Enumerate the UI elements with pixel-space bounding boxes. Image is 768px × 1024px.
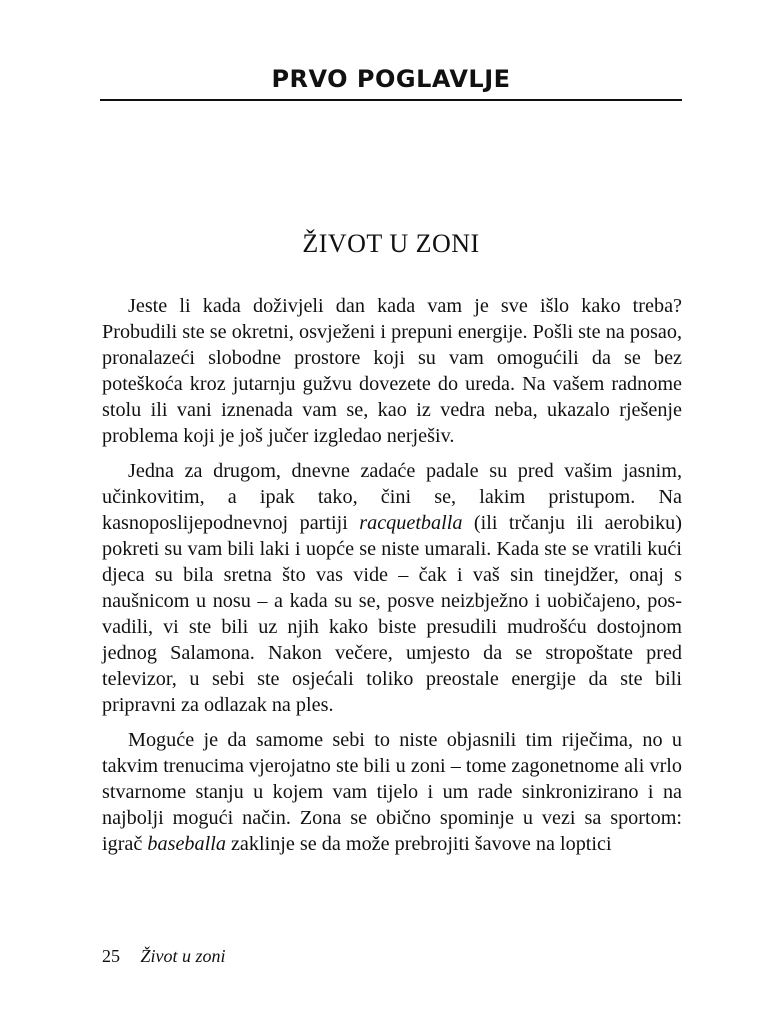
body-paragraph	[102, 293, 682, 450]
page-number: 25	[102, 946, 120, 966]
paragraph-text: Jeste li kada doživjeli dan kada vam je sve išlo kako treba? Probudili ste se okretni, osvježeni i prepuni energije. Pošli ste na posao, pronalazeći slobodne prostore koji su vam omogućili da se bez poteškoća kroz jutarnju gužvu dovezete do ureda. Na vašem radnome stolu ili vani iznenada vam se, kao iz vedra neba, ukazalo rješenje problema koji je još jučer izgledao nerješiv.	[102, 295, 682, 448]
italic-term: baseballa	[147, 832, 226, 855]
chapter-title: ŽIVOT U ZONI	[302, 229, 480, 258]
paragraph-text: zaklinje se da može prebrojiti šavove na loptici	[225, 832, 612, 855]
paragraph-text: Jedna za drugom, dnevne zadaće padale su pred vašim jasnim, učinkovitim, a ipak tako, čini se, lakim pristupom. Na kasnoposlijepodnevnoj partiji	[102, 459, 682, 534]
footer-running-title: Život u zoni	[140, 946, 226, 966]
body-paragraph	[102, 727, 682, 857]
body-paragraph	[102, 458, 682, 719]
paragraph-text: (ili trčanju ili aerobiku) pokreti su vam bili laki i uopće se niste umarali. Kada ste se vratili kući djeca su bila sretna što vas vide – čak i vaš sin tinejdžer, onaj s naušnicom u nosu – a kada su se, posve neizbježno i uobičajeno, posvadili, vi ste bili uz njih kako biste presudili mudrošću dostojnom jednog Salamona. Nakon večere, umjesto da se stropoštate pred televizor, u sebi ste osjećali toliko preostale energije da ste bili pripravni za odlazak na ples.	[102, 511, 682, 717]
running-header-title: PRVO POGLAVLJE	[271, 65, 511, 93]
chapter-body	[102, 293, 682, 865]
italic-term: racquetballa	[359, 511, 463, 534]
page-footer	[102, 943, 226, 969]
header-divider	[100, 99, 682, 101]
paragraph-text: Moguće je da samome sebi to niste objasnili tim riječima, no u takvim trenucima vjerojatno ste bili u zoni – tome zagonetnome ali vrlo stvarnome stanju u kojem vam tijelo i um rade sinkronizirano i na najbolji mogući način. Zona se obično spominje u vezi sa sportom: igrač	[102, 728, 682, 855]
